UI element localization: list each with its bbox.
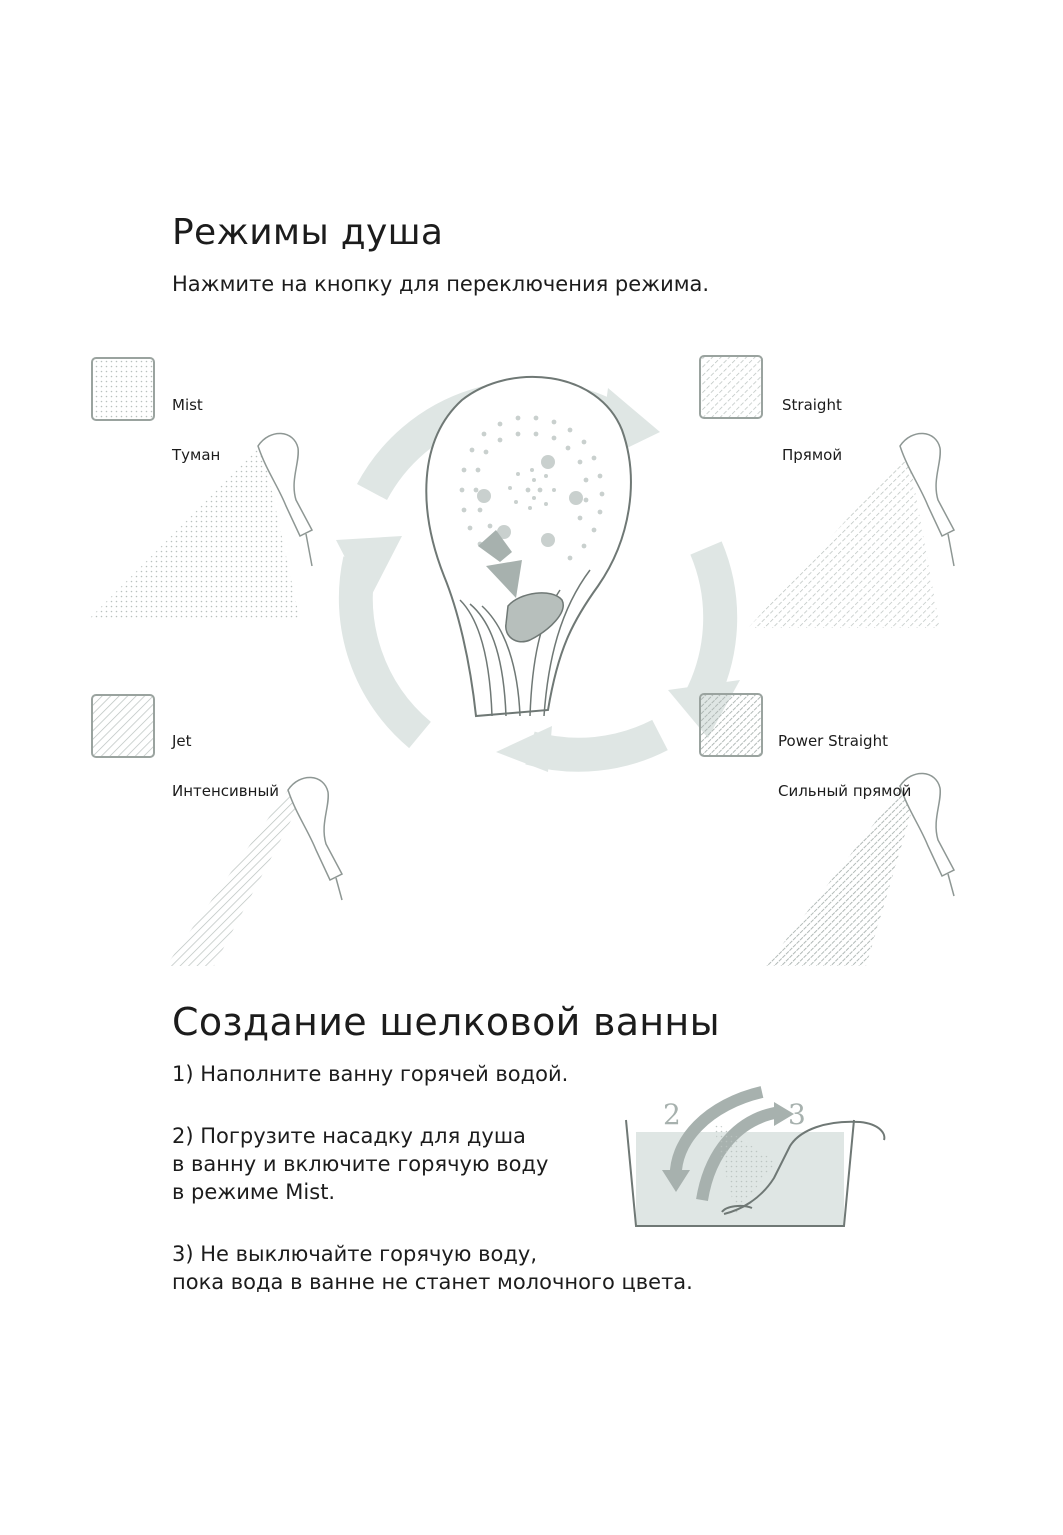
straight-shower-icon <box>748 433 954 628</box>
diagram-step-2: 2 <box>663 1098 681 1131</box>
straight-pattern-icon <box>700 356 762 418</box>
mode-name-ru: Туман <box>172 446 221 464</box>
section-subtitle: Нажмите на кнопку для переключения режима. <box>172 272 710 296</box>
mode-label-power-straight <box>778 704 911 829</box>
step-3: 3) Не выключайте горячую воду, пока вода в ванне не станет молочного цвета. <box>172 1242 693 1294</box>
mode-name-ru: Сильный прямой <box>778 782 912 800</box>
mode-name-en: Straight <box>782 396 842 414</box>
mode-label-mist <box>172 368 220 493</box>
power-straight-pattern-icon <box>700 694 762 756</box>
section-title-silk-bath: Создание шелковой ванны <box>172 1000 720 1044</box>
mode-name-en: Jet <box>172 732 192 750</box>
mode-name-ru: Прямой <box>782 446 843 464</box>
shower-head <box>426 377 631 716</box>
step-2: 2) Погрузите насадку для душа в ванну и включите горячую воду в режиме Mist. <box>172 1124 549 1204</box>
mode-label-jet <box>172 704 279 829</box>
step-1: 1) Наполните ванну горячей водой. <box>172 1062 569 1086</box>
mode-name-en: Mist <box>172 396 203 414</box>
cycle-arrow-right <box>700 548 720 700</box>
mist-pattern-icon <box>92 358 154 420</box>
diagram-step-3: 3 <box>788 1098 806 1131</box>
jet-pattern-icon <box>92 695 154 757</box>
mode-name-en: Power Straight <box>778 732 888 750</box>
mode-name-ru: Интенсивный <box>172 782 280 800</box>
mode-label-straight <box>782 368 842 493</box>
section-title-modes: Режимы душа <box>172 212 444 253</box>
